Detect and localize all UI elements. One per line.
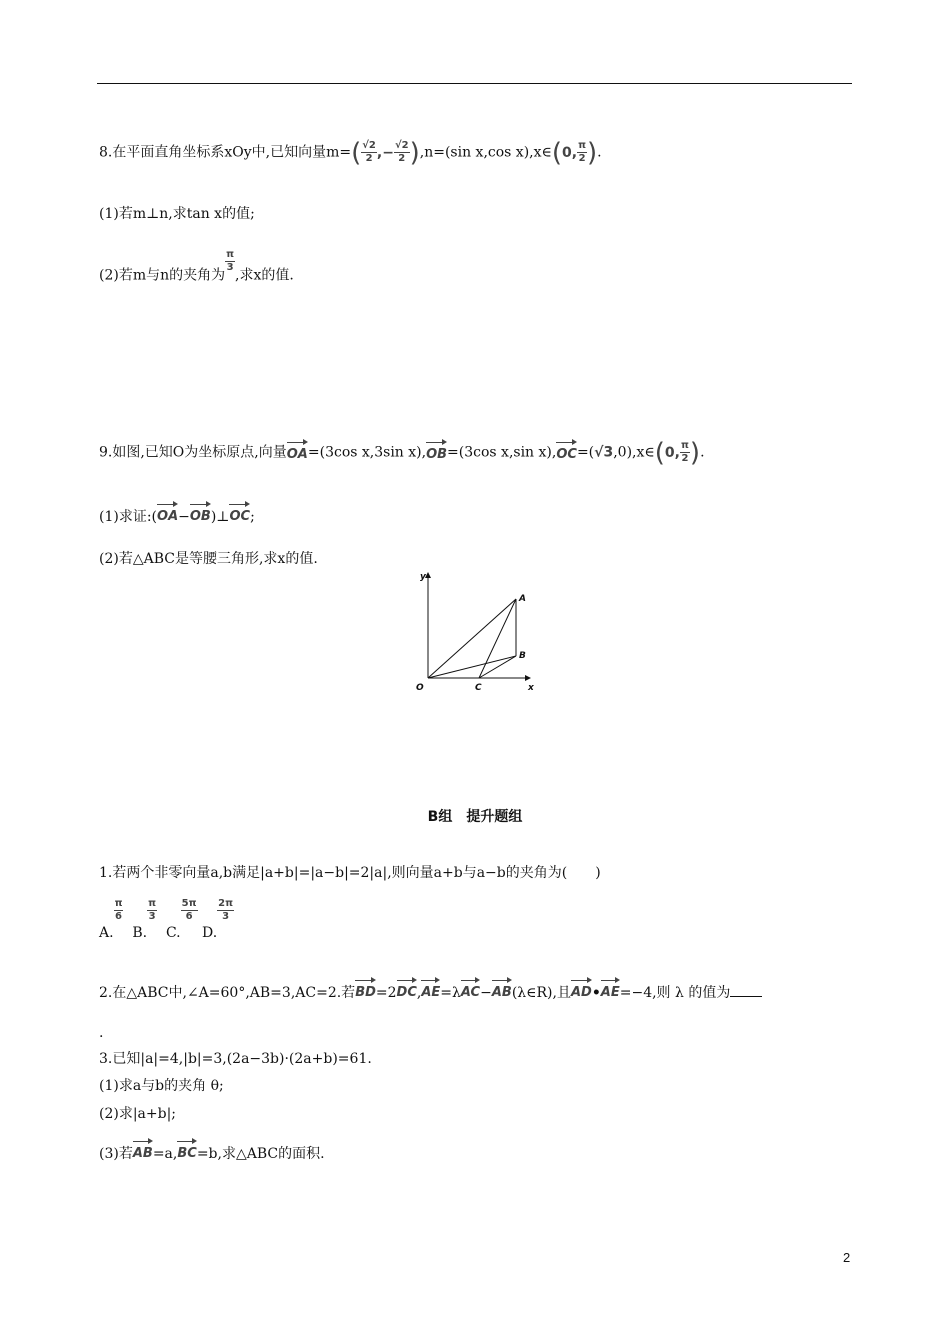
- page-number: 2: [843, 1250, 851, 1265]
- option-a[interactable]: [99, 898, 123, 941]
- vector-ad: AD: [571, 978, 592, 1003]
- vector-ab: AB: [492, 978, 512, 1003]
- comma: ,: [416, 985, 422, 1001]
- interval-num: π: [578, 140, 587, 151]
- ob-value: =(3cos x,sin x),: [447, 444, 557, 461]
- m-y-den: 2: [398, 153, 406, 164]
- option-fraction: [217, 898, 234, 923]
- label-c: C: [475, 683, 482, 693]
- frac-num: 5π: [181, 898, 197, 909]
- b3-part3-a: (3)若: [99, 1146, 133, 1162]
- option-fraction: [181, 898, 198, 923]
- q8-end: .: [597, 144, 602, 161]
- q8-part2-b: ,求x的值.: [235, 267, 294, 284]
- vector-ae: AE: [421, 978, 440, 1003]
- answer-blank[interactable]: [730, 982, 762, 997]
- frac-den: 6: [115, 911, 122, 922]
- q9-part1: [99, 502, 255, 527]
- q9-part1-a: (1)求证:(: [99, 509, 158, 525]
- angle-fraction: [225, 249, 235, 274]
- label-y: y: [420, 572, 426, 582]
- eq-2: =2: [375, 985, 397, 1001]
- q9-intro: 9.如图,已知O为坐标原点,向量: [99, 444, 287, 461]
- q8-intro: 8.在平面直角坐标系xOy中,已知向量m=: [99, 144, 352, 161]
- perp: )⊥: [210, 509, 230, 525]
- lambda-domain: (λ∈R),且: [511, 985, 571, 1001]
- vector-ob: OB: [426, 440, 447, 465]
- oa-value: =(3cos x,3sin x),: [307, 444, 427, 461]
- q8-stem: [99, 137, 602, 168]
- header-rule: [97, 83, 852, 84]
- option-fraction: [114, 898, 124, 923]
- oc-value-a: =(: [576, 444, 595, 461]
- m-sep: ,−: [376, 144, 394, 161]
- q9-interval: (0, $\frac{\pi}{2}$ ): [654, 437, 701, 468]
- b3-part3: [99, 1139, 325, 1164]
- interval-den: 2: [578, 153, 586, 164]
- b3-stem: 3.已知|a|=4,|b|=3,(2a−3b)·(2a+b)=61.: [99, 1051, 372, 1067]
- b3-part2: (2)求|a+b|;: [99, 1106, 177, 1122]
- option-b[interactable]: [132, 898, 157, 941]
- b3-part1: (1)求a与b的夹角 θ;: [99, 1078, 224, 1094]
- interval-start: 0,: [664, 444, 680, 461]
- oc-value-b: ,0),x∈: [613, 444, 655, 461]
- segment-ob: [428, 656, 516, 678]
- option-c[interactable]: [165, 898, 198, 941]
- option-label: A.: [99, 924, 114, 941]
- label-b: B: [519, 651, 526, 661]
- group-b-heading: B组 提升题组: [427, 809, 523, 825]
- q8-interval: (0, $\frac{\pi}{2}$ ): [551, 137, 598, 168]
- q8-part1: (1)若m⊥n,求tan x的值;: [99, 206, 255, 222]
- q8-part2: [99, 249, 294, 288]
- triangle-figure: [412, 568, 542, 698]
- vector-ab: AB: [133, 1139, 153, 1164]
- sqrt3: √3: [594, 444, 614, 461]
- b1-stem: 1.若两个非零向量a,b满足|a+b|=|a−b|=2|a|,则向量a+b与a−b的夹角为( ): [99, 865, 601, 881]
- interval-start: 0,: [562, 144, 578, 161]
- eq-a: =a,: [152, 1146, 178, 1162]
- option-label: B.: [132, 924, 148, 941]
- b2-stem: [99, 978, 762, 1003]
- interval-den: 2: [681, 453, 689, 464]
- b1-options: [99, 898, 234, 942]
- m-y-num: √2: [394, 140, 409, 151]
- segment-oa: [428, 599, 516, 678]
- segment-ac: [479, 599, 516, 678]
- b3-part3-b: =b,求△ABC的面积.: [196, 1146, 325, 1162]
- q9-part2: (2)若△ABC是等腰三角形,求x的值.: [99, 551, 318, 567]
- minus: −: [178, 509, 190, 525]
- q9-end: .: [700, 444, 705, 461]
- q8-part2-a: (2)若m与n的夹角为: [99, 267, 226, 284]
- vector-ob: OB: [190, 502, 211, 527]
- frac-den: 6: [185, 911, 193, 922]
- vector-ac: AC: [461, 978, 480, 1003]
- q8-intro-b: ,n=(sin x,cos x),x∈: [419, 144, 552, 161]
- vector-bc: BC: [177, 1139, 196, 1164]
- option-fraction: [147, 898, 157, 923]
- frac-num: π: [114, 898, 123, 909]
- dot-operator: •: [591, 985, 601, 1001]
- frac-num: π: [148, 898, 157, 909]
- minus: −: [480, 985, 492, 1001]
- eq-lambda: =λ: [440, 985, 461, 1001]
- label-x: x: [528, 683, 534, 693]
- vector-ae: AE: [601, 978, 620, 1003]
- vector-dc: DC: [397, 978, 417, 1003]
- label-o: O: [416, 683, 424, 693]
- b2-stem-a: 2.在△ABC中,∠A=60°,AB=3,AC=2.若: [99, 985, 356, 1001]
- option-d[interactable]: [201, 898, 234, 941]
- frac-den: 3: [222, 911, 230, 922]
- m-x-den: 2: [365, 153, 373, 164]
- vector-m-value: ( $\frac{√2}{2}$ ,− $\frac{√2}{2}$ ): [351, 137, 420, 168]
- q9-stem: [99, 437, 705, 468]
- vector-oc: OC: [229, 502, 250, 527]
- vector-oc: OC: [556, 440, 577, 465]
- frac-num: 2π: [218, 898, 234, 909]
- frac-den: 3: [148, 911, 156, 922]
- vector-oa: OA: [157, 502, 178, 527]
- vector-oa: OA: [287, 440, 308, 465]
- option-label: C.: [165, 924, 181, 941]
- angle-den: 3: [226, 262, 234, 273]
- angle-num: π: [226, 249, 235, 260]
- vector-bd: BD: [355, 978, 376, 1003]
- interval-num: π: [680, 440, 689, 451]
- option-label: D.: [201, 924, 218, 941]
- m-x-num: √2: [362, 140, 376, 151]
- label-a: A: [519, 594, 526, 604]
- b2-stem-b: =−4,则 λ 的值为: [619, 985, 731, 1001]
- b2-end: .: [99, 1025, 104, 1041]
- q9-part1-end: ;: [250, 509, 255, 525]
